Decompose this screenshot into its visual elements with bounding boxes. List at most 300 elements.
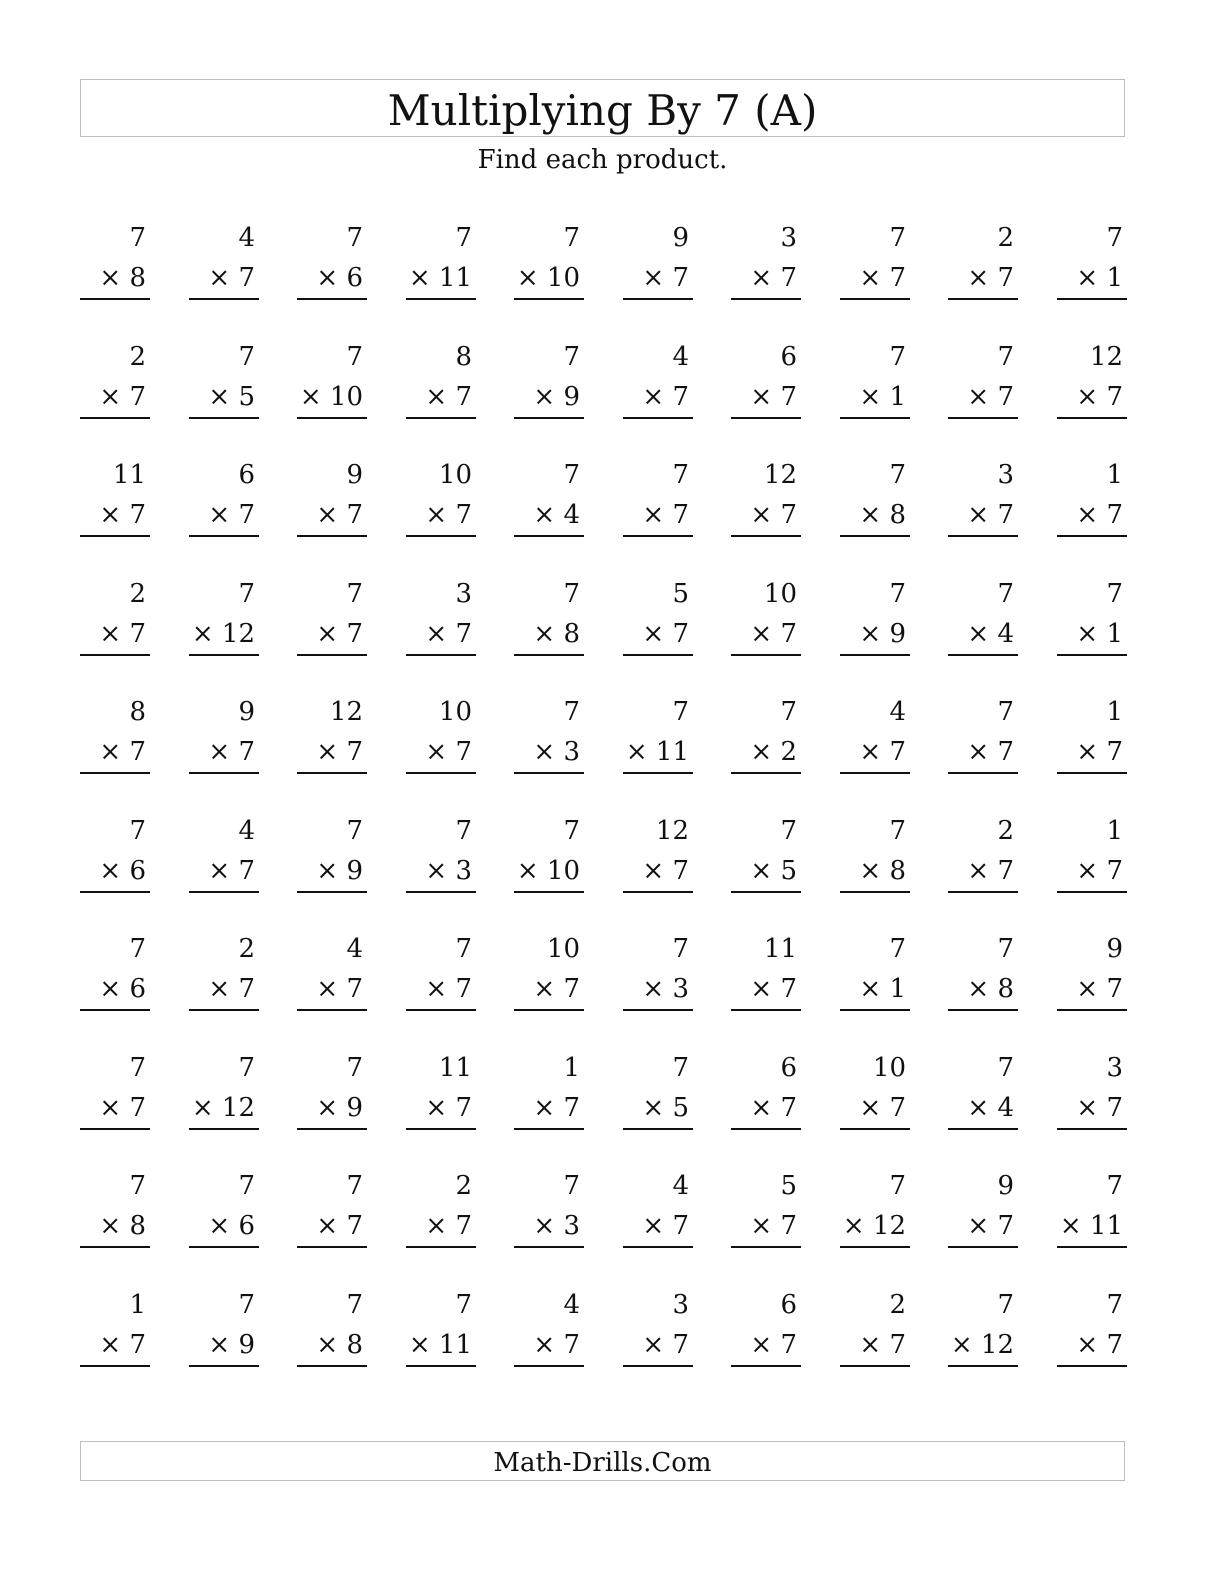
problem-item <box>514 455 584 537</box>
multiplicand: 3 <box>455 579 472 609</box>
problem-item <box>731 811 801 893</box>
problem-item <box>189 218 259 300</box>
multiplier: × 7 <box>840 1088 910 1130</box>
problem-item <box>948 1166 1018 1248</box>
problem-item <box>406 1285 476 1367</box>
multiplier: × 7 <box>189 851 259 893</box>
multiplicand: 2 <box>997 816 1014 846</box>
multiplier: × 7 <box>731 1088 801 1130</box>
multiplier: × 7 <box>1057 969 1127 1011</box>
multiplicand: 12 <box>763 460 797 490</box>
multiplicand: 1 <box>129 1290 146 1320</box>
multiplier: × 9 <box>514 377 584 419</box>
problem-item <box>840 1048 910 1130</box>
multiplier: × 7 <box>1057 851 1127 893</box>
multiplier: × 7 <box>406 1206 476 1248</box>
problem-item <box>623 811 693 893</box>
multiplicand: 4 <box>563 1290 580 1320</box>
multiplicand: 11 <box>112 460 146 490</box>
multiplier: × 3 <box>514 732 584 774</box>
problem-item <box>731 455 801 537</box>
multiplicand: 6 <box>780 1053 797 1083</box>
multiplier: × 5 <box>731 851 801 893</box>
multiplicand: 7 <box>563 223 580 253</box>
problem-item <box>840 218 910 300</box>
multiplicand: 3 <box>997 460 1014 490</box>
multiplier: × 6 <box>297 258 367 300</box>
multiplier: × 2 <box>731 732 801 774</box>
multiplier: × 12 <box>189 614 259 656</box>
problem-item <box>297 811 367 893</box>
problem-item <box>1057 455 1127 537</box>
multiplicand: 7 <box>889 223 906 253</box>
multiplier: × 12 <box>840 1206 910 1248</box>
multiplicand: 7 <box>346 1053 363 1083</box>
problem-item <box>80 929 150 1011</box>
multiplier: × 3 <box>514 1206 584 1248</box>
problem-item <box>189 1166 259 1248</box>
multiplicand: 4 <box>238 816 255 846</box>
multiplicand: 7 <box>997 1290 1014 1320</box>
multiplicand: 4 <box>672 1171 689 1201</box>
problem-item <box>514 337 584 419</box>
multiplier: × 11 <box>406 1325 476 1367</box>
problem-item <box>406 455 476 537</box>
problem-item <box>80 1285 150 1367</box>
problem-item <box>623 574 693 656</box>
multiplier: × 11 <box>1057 1206 1127 1248</box>
problem-item <box>840 574 910 656</box>
multiplier: × 7 <box>623 851 693 893</box>
problem-item <box>80 218 150 300</box>
problem-item <box>80 811 150 893</box>
multiplier: × 7 <box>840 1325 910 1367</box>
problem-item <box>80 692 150 774</box>
problem-item <box>731 1166 801 1248</box>
multiplicand: 7 <box>129 1053 146 1083</box>
problem-item <box>1057 811 1127 893</box>
problem-item <box>406 929 476 1011</box>
problem-item <box>840 1285 910 1367</box>
multiplier: × 7 <box>840 258 910 300</box>
multiplier: × 7 <box>1057 1088 1127 1130</box>
multiplier: × 7 <box>189 495 259 537</box>
problem-item <box>840 692 910 774</box>
multiplicand: 7 <box>455 934 472 964</box>
multiplicand: 3 <box>1106 1053 1123 1083</box>
multiplicand: 2 <box>129 342 146 372</box>
multiplicand: 7 <box>238 1290 255 1320</box>
multiplier: × 7 <box>948 377 1018 419</box>
multiplicand: 6 <box>238 460 255 490</box>
problem-item <box>948 455 1018 537</box>
problem-item <box>731 929 801 1011</box>
multiplier: × 8 <box>80 258 150 300</box>
problem-item <box>1057 574 1127 656</box>
multiplier: × 7 <box>948 258 1018 300</box>
problem-item <box>189 929 259 1011</box>
problem-item <box>731 1285 801 1367</box>
multiplier: × 7 <box>731 495 801 537</box>
problem-item <box>189 1048 259 1130</box>
multiplier: × 7 <box>731 614 801 656</box>
problem-item <box>1057 218 1127 300</box>
problem-item <box>297 574 367 656</box>
multiplicand: 8 <box>455 342 472 372</box>
problem-item <box>297 455 367 537</box>
problem-item <box>514 692 584 774</box>
multiplicand: 1 <box>1106 697 1123 727</box>
problem-item <box>80 337 150 419</box>
multiplier: × 7 <box>840 732 910 774</box>
multiplier: × 7 <box>731 969 801 1011</box>
multiplicand: 7 <box>346 1171 363 1201</box>
multiplicand: 9 <box>238 697 255 727</box>
multiplicand: 11 <box>763 934 797 964</box>
multiplier: × 7 <box>80 614 150 656</box>
multiplicand: 7 <box>563 579 580 609</box>
multiplier: × 7 <box>297 732 367 774</box>
multiplicand: 9 <box>672 223 689 253</box>
multiplier: × 7 <box>623 614 693 656</box>
multiplier: × 3 <box>623 969 693 1011</box>
problem-item <box>297 692 367 774</box>
multiplicand: 7 <box>563 460 580 490</box>
problem-item <box>80 574 150 656</box>
problem-item <box>189 337 259 419</box>
multiplier: × 7 <box>297 495 367 537</box>
multiplicand: 7 <box>672 934 689 964</box>
problem-item <box>1057 1048 1127 1130</box>
multiplier: × 10 <box>514 851 584 893</box>
multiplier: × 7 <box>1057 1325 1127 1367</box>
multiplicand: 7 <box>346 342 363 372</box>
multiplicand: 9 <box>1106 934 1123 964</box>
problem-item <box>623 929 693 1011</box>
multiplicand: 10 <box>438 697 472 727</box>
multiplicand: 7 <box>129 934 146 964</box>
multiplier: × 4 <box>948 1088 1018 1130</box>
multiplier: × 7 <box>189 258 259 300</box>
multiplicand: 2 <box>129 579 146 609</box>
multiplier: × 6 <box>189 1206 259 1248</box>
problem-item <box>948 337 1018 419</box>
problem-item <box>514 574 584 656</box>
multiplicand: 7 <box>129 223 146 253</box>
multiplier: × 7 <box>406 732 476 774</box>
problem-item <box>731 337 801 419</box>
multiplier: × 7 <box>406 969 476 1011</box>
problem-item <box>297 1166 367 1248</box>
multiplicand: 10 <box>763 579 797 609</box>
problem-item <box>948 574 1018 656</box>
problem-item <box>80 1166 150 1248</box>
multiplicand: 7 <box>889 934 906 964</box>
multiplier: × 7 <box>623 377 693 419</box>
multiplicand: 7 <box>563 697 580 727</box>
multiplicand: 7 <box>997 1053 1014 1083</box>
multiplier: × 8 <box>514 614 584 656</box>
multiplier: × 8 <box>297 1325 367 1367</box>
multiplier: × 7 <box>406 1088 476 1130</box>
problem-item <box>189 574 259 656</box>
problem-item <box>514 1166 584 1248</box>
multiplicand: 7 <box>129 1171 146 1201</box>
problem-item <box>189 455 259 537</box>
multiplicand: 4 <box>346 934 363 964</box>
multiplier: × 7 <box>948 851 1018 893</box>
problem-item <box>514 811 584 893</box>
multiplier: × 8 <box>80 1206 150 1248</box>
multiplier: × 7 <box>1057 377 1127 419</box>
multiplier: × 6 <box>80 851 150 893</box>
multiplier: × 7 <box>731 258 801 300</box>
multiplier: × 12 <box>189 1088 259 1130</box>
problem-item <box>623 455 693 537</box>
multiplicand: 7 <box>997 934 1014 964</box>
multiplicand: 7 <box>563 816 580 846</box>
multiplicand: 7 <box>238 579 255 609</box>
multiplicand: 7 <box>672 697 689 727</box>
problem-item <box>948 692 1018 774</box>
multiplicand: 7 <box>129 816 146 846</box>
multiplier: × 9 <box>297 1088 367 1130</box>
multiplier: × 5 <box>189 377 259 419</box>
problem-item <box>514 1285 584 1367</box>
multiplier: × 7 <box>948 1206 1018 1248</box>
multiplicand: 4 <box>889 697 906 727</box>
multiplicand: 10 <box>546 934 580 964</box>
multiplier: × 1 <box>840 969 910 1011</box>
multiplicand: 7 <box>455 1290 472 1320</box>
problem-item <box>1057 337 1127 419</box>
multiplicand: 7 <box>346 223 363 253</box>
problem-item <box>406 1048 476 1130</box>
multiplicand: 7 <box>1106 579 1123 609</box>
problem-item <box>623 218 693 300</box>
multiplier: × 7 <box>80 495 150 537</box>
problem-item <box>840 337 910 419</box>
multiplier: × 10 <box>514 258 584 300</box>
multiplicand: 7 <box>238 1053 255 1083</box>
multiplier: × 7 <box>1057 495 1127 537</box>
multiplicand: 7 <box>889 579 906 609</box>
multiplier: × 8 <box>948 969 1018 1011</box>
problem-item <box>731 574 801 656</box>
multiplier: × 6 <box>80 969 150 1011</box>
multiplicand: 2 <box>238 934 255 964</box>
multiplicand: 1 <box>1106 816 1123 846</box>
multiplicand: 3 <box>780 223 797 253</box>
problem-item <box>80 1048 150 1130</box>
multiplier: × 7 <box>623 495 693 537</box>
multiplier: × 5 <box>623 1088 693 1130</box>
multiplicand: 5 <box>672 579 689 609</box>
multiplier: × 7 <box>406 377 476 419</box>
multiplicand: 7 <box>238 342 255 372</box>
problem-item <box>406 337 476 419</box>
multiplicand: 7 <box>997 342 1014 372</box>
problem-item <box>731 1048 801 1130</box>
multiplier: × 7 <box>623 1206 693 1248</box>
problem-item <box>406 574 476 656</box>
problem-item <box>406 218 476 300</box>
worksheet-title: Multiplying By 7 (A) <box>80 79 1125 137</box>
multiplier: × 7 <box>731 1325 801 1367</box>
multiplicand: 10 <box>438 460 472 490</box>
multiplicand: 6 <box>780 1290 797 1320</box>
multiplicand: 7 <box>672 460 689 490</box>
problem-item <box>1057 929 1127 1011</box>
multiplicand: 7 <box>346 816 363 846</box>
multiplicand: 1 <box>1106 460 1123 490</box>
multiplier: × 12 <box>948 1325 1018 1367</box>
multiplier: × 11 <box>623 732 693 774</box>
problem-item <box>1057 1166 1127 1248</box>
multiplicand: 2 <box>455 1171 472 1201</box>
multiplier: × 7 <box>514 969 584 1011</box>
multiplier: × 7 <box>80 377 150 419</box>
multiplier: × 7 <box>406 614 476 656</box>
problem-item <box>406 1166 476 1248</box>
multiplier: × 7 <box>80 732 150 774</box>
problem-item <box>189 1285 259 1367</box>
multiplicand: 7 <box>455 223 472 253</box>
problem-item <box>623 1166 693 1248</box>
problem-item <box>80 455 150 537</box>
multiplicand: 7 <box>563 1171 580 1201</box>
problem-item <box>623 692 693 774</box>
multiplier: × 9 <box>189 1325 259 1367</box>
multiplicand: 7 <box>997 697 1014 727</box>
multiplicand: 3 <box>672 1290 689 1320</box>
multiplicand: 7 <box>672 1053 689 1083</box>
multiplicand: 7 <box>455 816 472 846</box>
multiplicand: 7 <box>1106 223 1123 253</box>
problem-item <box>189 692 259 774</box>
multiplicand: 12 <box>1089 342 1123 372</box>
problem-item <box>514 218 584 300</box>
multiplier: × 7 <box>80 1325 150 1367</box>
problem-item <box>1057 692 1127 774</box>
multiplicand: 7 <box>889 342 906 372</box>
footer: Math-Drills.Com <box>80 1441 1125 1481</box>
multiplicand: 1 <box>563 1053 580 1083</box>
multiplier: × 7 <box>514 1325 584 1367</box>
problem-item <box>1057 1285 1127 1367</box>
multiplicand: 7 <box>1106 1290 1123 1320</box>
multiplier: × 7 <box>623 258 693 300</box>
multiplicand: 6 <box>780 342 797 372</box>
problem-item <box>623 1285 693 1367</box>
multiplicand: 12 <box>329 697 363 727</box>
multiplier: × 7 <box>623 1325 693 1367</box>
problem-item <box>406 811 476 893</box>
problem-item <box>840 929 910 1011</box>
multiplicand: 2 <box>889 1290 906 1320</box>
multiplier: × 7 <box>297 1206 367 1248</box>
multiplier: × 7 <box>1057 732 1127 774</box>
multiplier: × 1 <box>1057 258 1127 300</box>
problem-item <box>297 337 367 419</box>
multiplier: × 7 <box>948 732 1018 774</box>
problem-item <box>514 1048 584 1130</box>
multiplicand: 7 <box>780 816 797 846</box>
multiplicand: 7 <box>346 579 363 609</box>
multiplicand: 7 <box>1106 1171 1123 1201</box>
problem-item <box>623 1048 693 1130</box>
multiplicand: 4 <box>672 342 689 372</box>
multiplicand: 12 <box>655 816 689 846</box>
multiplier: × 7 <box>189 969 259 1011</box>
multiplier: × 9 <box>840 614 910 656</box>
multiplier: × 7 <box>731 1206 801 1248</box>
multiplicand: 9 <box>997 1171 1014 1201</box>
multiplier: × 7 <box>297 614 367 656</box>
problem-item <box>948 929 1018 1011</box>
multiplier: × 3 <box>406 851 476 893</box>
multiplicand: 4 <box>238 223 255 253</box>
problem-item <box>948 218 1018 300</box>
multiplicand: 2 <box>997 223 1014 253</box>
multiplicand: 7 <box>997 579 1014 609</box>
multiplier: × 7 <box>80 1088 150 1130</box>
multiplier: × 11 <box>406 258 476 300</box>
multiplier: × 7 <box>948 495 1018 537</box>
problem-item <box>948 1048 1018 1130</box>
problem-item <box>840 1166 910 1248</box>
multiplicand: 7 <box>889 460 906 490</box>
multiplier: × 9 <box>297 851 367 893</box>
problem-item <box>731 218 801 300</box>
multiplicand: 7 <box>780 697 797 727</box>
multiplier: × 8 <box>840 851 910 893</box>
problem-item <box>948 811 1018 893</box>
multiplier: × 8 <box>840 495 910 537</box>
multiplier: × 1 <box>840 377 910 419</box>
problem-item <box>297 929 367 1011</box>
multiplier: × 7 <box>297 969 367 1011</box>
multiplicand: 7 <box>346 1290 363 1320</box>
problem-item <box>731 692 801 774</box>
multiplier: × 1 <box>1057 614 1127 656</box>
problem-item <box>514 929 584 1011</box>
problem-item <box>189 811 259 893</box>
multiplier: × 7 <box>406 495 476 537</box>
multiplier: × 10 <box>297 377 367 419</box>
multiplicand: 10 <box>872 1053 906 1083</box>
multiplier: × 4 <box>948 614 1018 656</box>
multiplicand: 9 <box>346 460 363 490</box>
problem-item <box>948 1285 1018 1367</box>
problem-item <box>623 337 693 419</box>
problem-item <box>840 455 910 537</box>
multiplier: × 7 <box>731 377 801 419</box>
problem-item <box>406 692 476 774</box>
multiplicand: 7 <box>889 1171 906 1201</box>
multiplier: × 7 <box>189 732 259 774</box>
problem-item <box>840 811 910 893</box>
multiplicand: 11 <box>438 1053 472 1083</box>
multiplicand: 7 <box>563 342 580 372</box>
problem-item <box>297 218 367 300</box>
multiplicand: 5 <box>780 1171 797 1201</box>
instructions: Find each product. <box>477 145 728 175</box>
multiplier: × 7 <box>514 1088 584 1130</box>
problem-item <box>297 1285 367 1367</box>
multiplicand: 8 <box>129 697 146 727</box>
multiplier: × 4 <box>514 495 584 537</box>
